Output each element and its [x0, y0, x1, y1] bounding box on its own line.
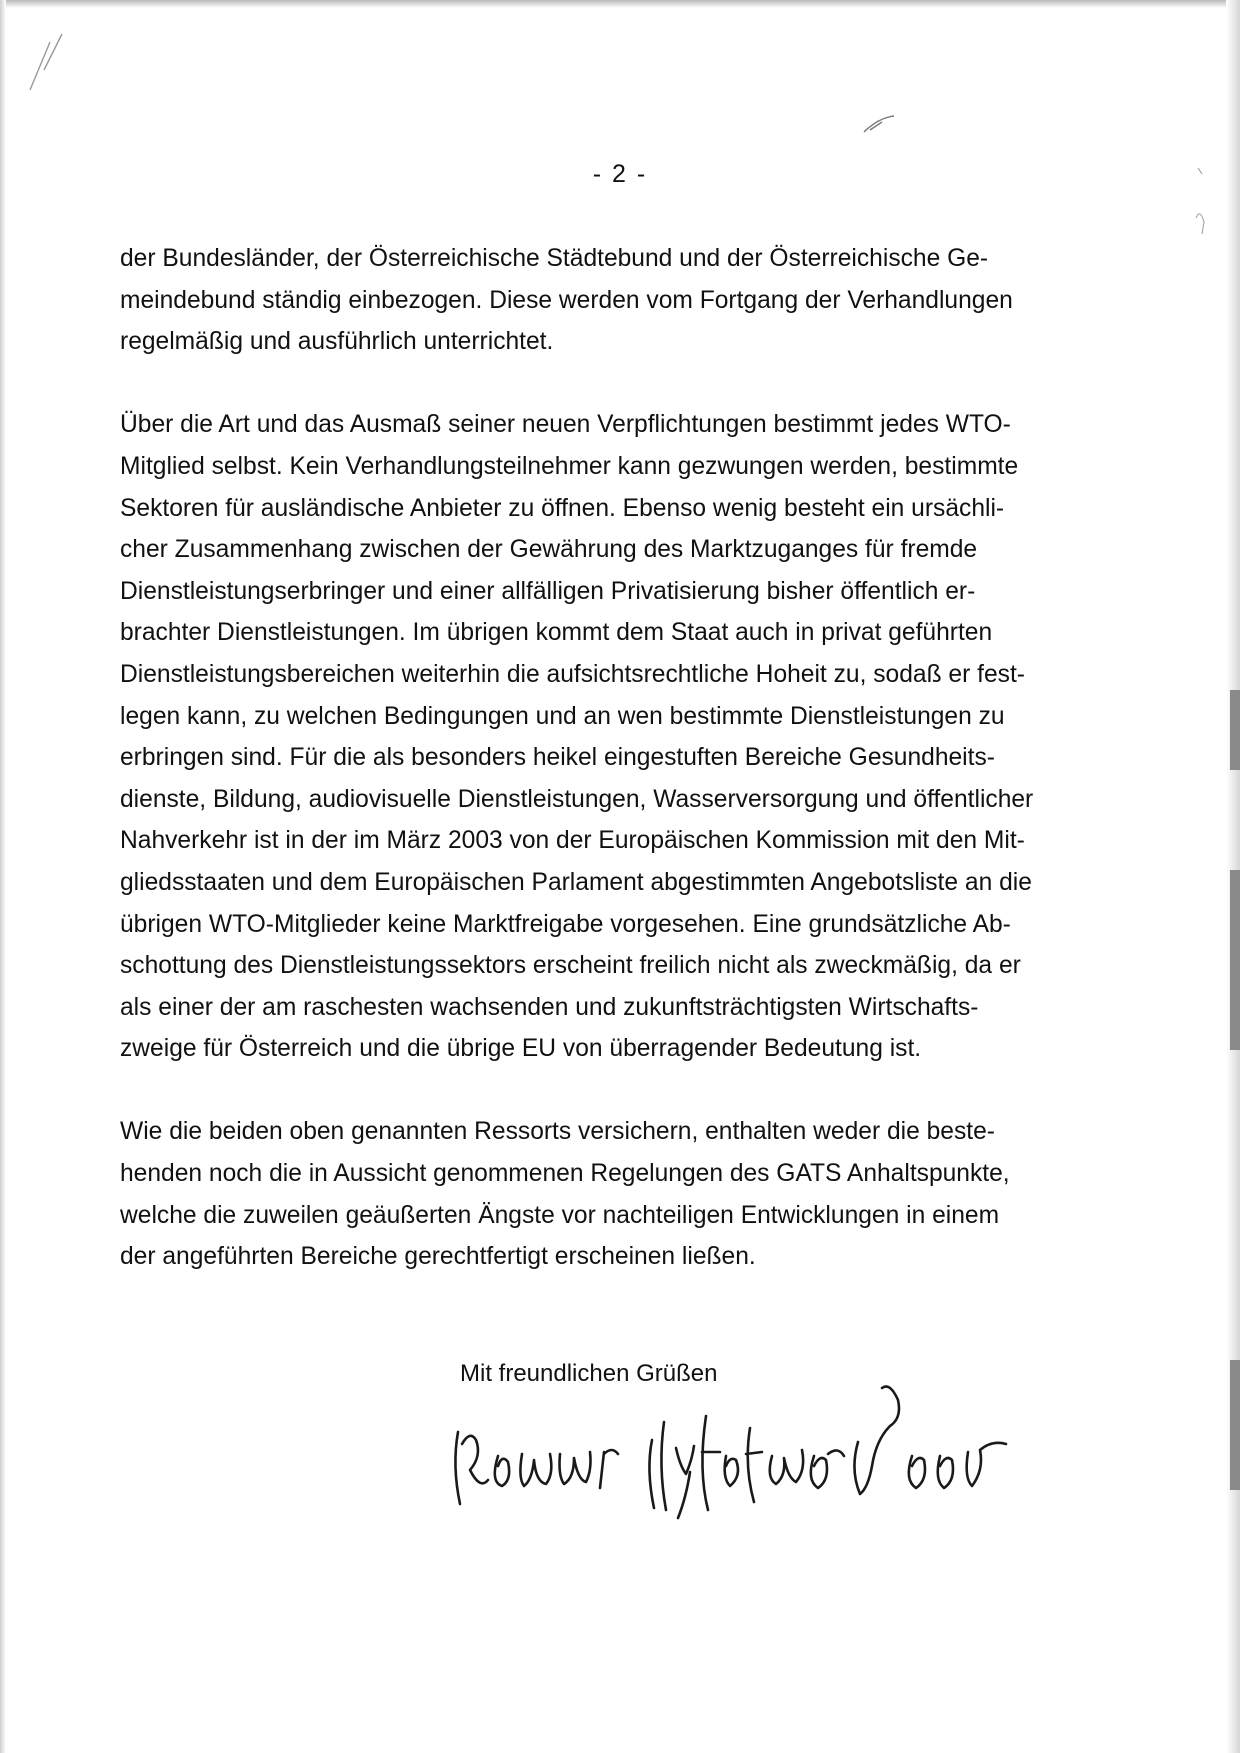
text-line: Über die Art und das Ausmaß seiner neuen Verpflichtungen bestimmt jedes WTO-	[120, 411, 1011, 439]
binder-mark	[1230, 1360, 1240, 1490]
text-line: Dienstleistungsbereichen weiterhin die aufsichtsrechtliche Hoheit zu, sodaß er fest-	[120, 660, 1025, 688]
scan-artifact	[20, 30, 70, 100]
text-line: schottung des Dienstleistungssektors erscheint freilich nicht als zweckmäßig, da er	[120, 952, 1021, 980]
binder-mark	[1230, 690, 1240, 770]
text-line: Nahverkehr ist in der im März 2003 von der Europäischen Kommission mit den Mit-	[120, 827, 1025, 855]
page-number: - 2 -	[592, 160, 648, 188]
scan-artifact	[860, 110, 900, 140]
paragraph	[120, 1111, 1120, 1277]
text-line: der angeführten Bereiche gerechtfertigt erscheinen ließen.	[120, 1243, 756, 1271]
text-line: meindebund ständig einbezogen. Diese werden vom Fortgang der Verhandlungen	[120, 286, 1013, 314]
text-line: Wie die beiden oben genannten Ressorts versichern, enthalten weder die beste-	[120, 1118, 995, 1146]
text-line: brachter Dienstleistungen. Im übrigen kommt dem Staat auch in privat geführten	[120, 619, 993, 647]
text-line: cher Zusammenhang zwischen der Gewährung des Marktzuganges für fremde	[120, 536, 978, 564]
text-line: dienste, Bildung, audiovisuelle Dienstleistungen, Wasserversorgung und öffentlicher	[120, 785, 1034, 813]
text-line: legen kann, zu welchen Bedingungen und an wen bestimmte Dienstleistungen zu	[120, 702, 1005, 730]
paragraph	[120, 238, 1120, 363]
text-line: zweige für Österreich und die übrige EU von überragender Bedeutung ist.	[120, 1035, 922, 1063]
scan-edge-left	[0, 0, 6, 1753]
text-line: welche die zuweilen geäußerten Ängste vor nachteiligen Entwicklungen in einem	[120, 1201, 1000, 1229]
text-line: erbringen sind. Für die als besonders heikel eingestuften Bereiche Gesundheits-	[120, 744, 995, 772]
scan-edge-top	[0, 0, 1240, 8]
text-line: gliedsstaaten und dem Europäischen Parlament abgestimmten Angebotsliste an die	[120, 868, 1032, 896]
text-line: Dienstleistungserbringer und einer allfälligen Privatisierung bisher öffentlich er-	[120, 577, 976, 605]
signature	[440, 1370, 1090, 1520]
paragraph	[120, 404, 1120, 1070]
text-line: regelmäßig und ausführlich unterrichtet.	[120, 328, 554, 356]
text-line: der Bundesländer, der Österreichische Städtebund und der Österreichische Ge-	[120, 245, 989, 272]
text-line: Mitglied selbst. Kein Verhandlungsteilnehmer kann gezwungen werden, bestimmte	[120, 452, 1019, 480]
text-line: henden noch die in Aussicht genommenen Regelungen des GATS Anhaltspunkte,	[120, 1160, 1010, 1188]
letter-body	[120, 238, 1120, 1278]
text-line: als einer der am raschesten wachsenden und zukunftsträchtigsten Wirtschafts-	[120, 993, 979, 1021]
text-line: Sektoren für ausländische Anbieter zu öffnen. Ebenso wenig besteht ein ursächli-	[120, 494, 1005, 522]
binder-mark	[1230, 870, 1240, 1050]
text-line: übrigen WTO-Mitglieder keine Marktfreigabe vorgesehen. Eine grundsätzliche Ab-	[120, 910, 1011, 938]
closing-salutation: Mit freundlichen Grüßen	[460, 1360, 718, 1387]
